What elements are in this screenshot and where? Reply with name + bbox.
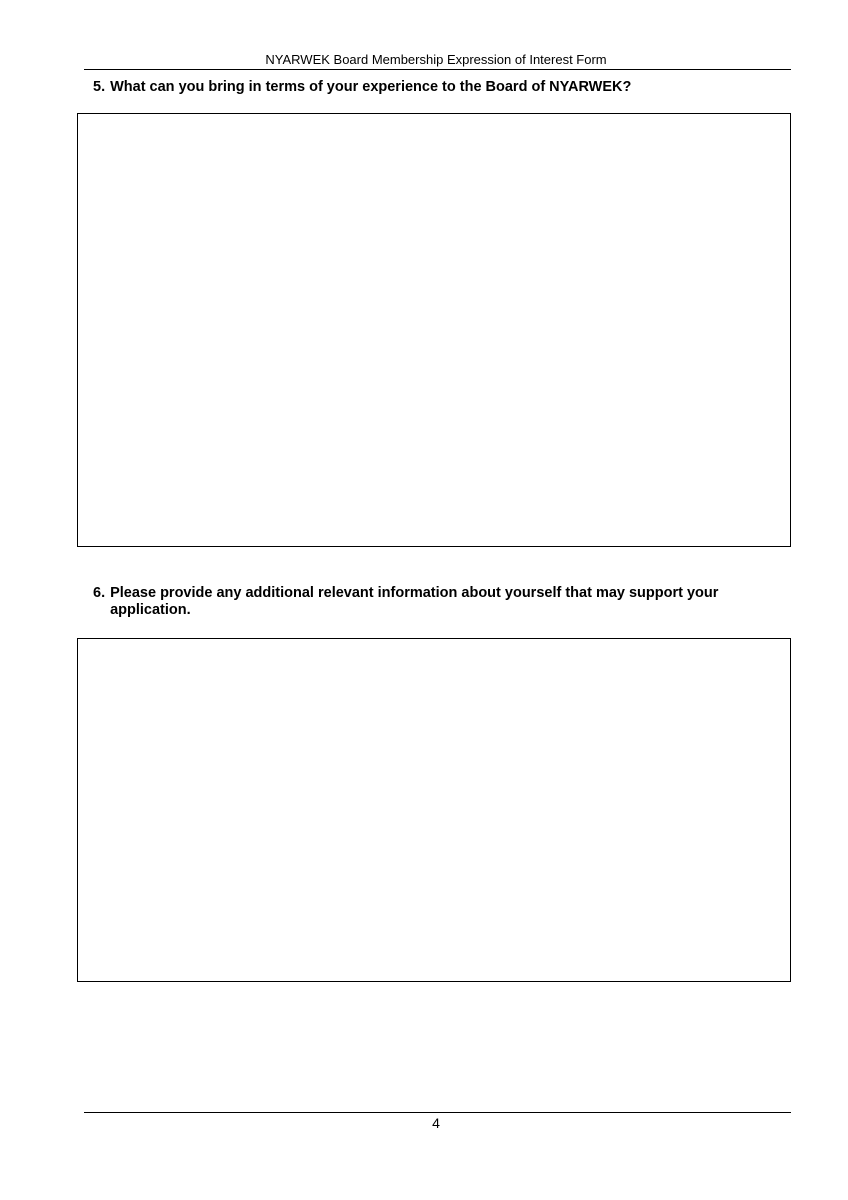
question-5-number: 5. xyxy=(93,79,106,95)
question-6 xyxy=(93,585,783,619)
question-6-text: Please provide any additional relevant information about yourself that may support your application. xyxy=(110,585,719,618)
page-header-title: NYARWEK Board Membership Expression of Interest Form xyxy=(265,52,607,67)
question-5 xyxy=(93,79,783,96)
question-5-answer-field[interactable] xyxy=(77,113,791,547)
header-divider xyxy=(84,69,791,70)
question-6-number: 6. xyxy=(93,585,106,601)
footer-divider xyxy=(84,1112,791,1113)
question-5-text: What can you bring in terms of your experience to the Board of NYARWEK? xyxy=(110,79,632,95)
page-number: 4 xyxy=(432,1115,440,1131)
question-6-answer-field[interactable] xyxy=(77,638,791,982)
